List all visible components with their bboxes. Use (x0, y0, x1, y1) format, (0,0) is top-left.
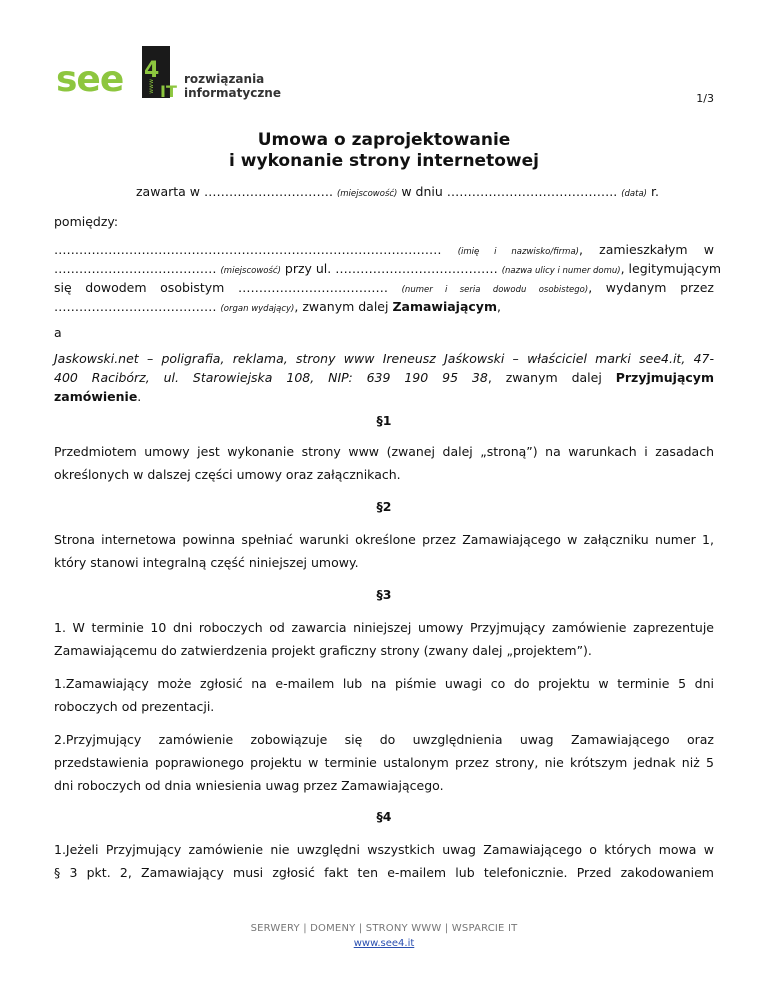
logo-tagline: rozwiązania informatyczne (184, 72, 281, 100)
logo-wordmark: see (56, 59, 124, 100)
street-field: ………………………………… (335, 261, 498, 276)
id-hint: (numer i seria dowodu osobistego) (401, 285, 589, 295)
section-2-line-2: który stanowi integralną część niniejszej umowy. (54, 555, 359, 570)
client-term: Zamawiającym (392, 299, 497, 314)
street-hint: (nazwa ulicy i numer domu) (501, 266, 621, 276)
section-1-heading: §1 (376, 413, 392, 428)
section-1-line-2: określonych w dalszej części umowy oraz załącznikach. (54, 467, 401, 482)
contractor-end: . (137, 389, 142, 404)
party-text-6: , zwanym dalej (294, 299, 393, 314)
section-2-heading: §2 (376, 499, 392, 514)
footer-website-link[interactable]: www.see4.it (353, 938, 415, 949)
issuer-field: ………………………………… (54, 299, 217, 314)
intro-mid: w dniu (397, 184, 447, 199)
company-logo (56, 46, 356, 106)
logo-it: IT (160, 82, 177, 101)
section-3-p1-line-2: Zamawiającemu do zatwierdzenia projekt graficzny strony (zwany dalej „projektem”). (54, 643, 592, 658)
party-text-3: , legitymującym (620, 261, 722, 276)
section-3-p3-line-1: 2.Przyjmujący zamówienie zobowiązuje się do uwzględnienia uwag Zamawiającego oraz (54, 732, 714, 747)
section-3-p2-line-1: 1.Zamawiający może zgłosić na e-mailem lub na piśmie uwagi co do projektu w terminie 5 dni (54, 676, 714, 691)
intro-suffix: r. (647, 184, 659, 199)
title-line-2: i wykonanie strony internetowej (229, 151, 539, 171)
date-field: ………………………………….. (446, 184, 618, 199)
section-3-p3-line-2: przedstawienia poprawionego projektu w terminie ustalonym przez strony, nie krótszym jednak niż 5 (54, 755, 714, 770)
contractor-line-3 (54, 387, 714, 406)
contractor-line-2 (54, 368, 714, 387)
party-text-4: się dowodem osobistym (54, 280, 238, 295)
contractor-address: 400 Racibórz, ul. Starowiejska 108, NIP: 639 190 95 38 (54, 370, 488, 385)
name-field: ………………………………………………………………………………… (54, 242, 442, 257)
city-field: ………………………………… (54, 261, 217, 276)
footer-services: SERWERY | DOMENY | STRONY WWW | WSPARCIE IT (250, 923, 518, 934)
section-4-line-2: § 3 pkt. 2, Zamawiający musi zgłosić fakt ten e-mailem lub telefonicznie. Przed zakodowaniem (54, 865, 714, 880)
section-3-p1-line-1: 1. W terminie 10 dni roboczych od zawarcia niniejszej umowy Przyjmujący zamówienie zaprezentuje (54, 620, 714, 635)
party-text-1: , zamieszkałym w (579, 242, 714, 257)
contractor-term-2: zamówienie (54, 389, 138, 404)
document-title (0, 130, 768, 172)
section-1-line-1: Przedmiotem umowy jest wykonanie strony www (zwanej dalej „stroną”) na warunkach i zasadach (54, 444, 714, 459)
contractor-term: Przyjmującym (615, 370, 714, 385)
and-separator: a (54, 325, 62, 340)
logo-digit: 4 (144, 58, 160, 83)
name-hint: (imię i nazwisko/firma) (457, 247, 579, 257)
contractor-text: , zwanym dalej (487, 370, 616, 385)
party-text-5: , wydanym przez (588, 280, 714, 295)
section-2-line-1: Strona internetowa powinna spełniać warunki określone przez Zamawiającego w załączniku numer 1, (54, 532, 714, 547)
date-hint: (data) (621, 189, 647, 199)
section-4-heading: §4 (376, 809, 392, 824)
contractor-line-1: Jaskowski.net – poligrafia, reklama, strony www Ireneusz Jaśkowski – właściciel marki see4.it, 47- (54, 351, 714, 366)
pomiedzy: pomiędzy: (54, 214, 119, 229)
place-hint: (miejscowość) (336, 189, 398, 199)
party-text-7: , (496, 299, 501, 314)
place-field: …………………………. (203, 184, 333, 199)
section-4-line-1: 1.Jeżeli Przyjmujący zamówienie nie uwzględni wszystkich uwag Zamawiającego o których mowa w (54, 842, 714, 857)
section-3-heading: §3 (376, 587, 392, 602)
section-3-p3-line-3: dni roboczych od dnia wniesienia uwag przez Zamawiającego. (54, 778, 444, 793)
title-line-1: Umowa o zaprojektowanie (257, 130, 511, 150)
intro-prefix: zawarta w (136, 184, 204, 199)
id-field: ……………………………… (237, 280, 388, 295)
issuer-hint: (organ wydający) (220, 304, 295, 314)
logo-www: www (148, 79, 155, 94)
section-3-p2-line-2: roboczych od prezentacji. (54, 699, 215, 714)
intro-line (136, 182, 696, 204)
page-number: 1/3 (696, 92, 714, 105)
party-text-2: przy ul. (280, 261, 336, 276)
party-line-4 (54, 297, 714, 319)
city-hint: (miejscowość) (220, 266, 281, 276)
